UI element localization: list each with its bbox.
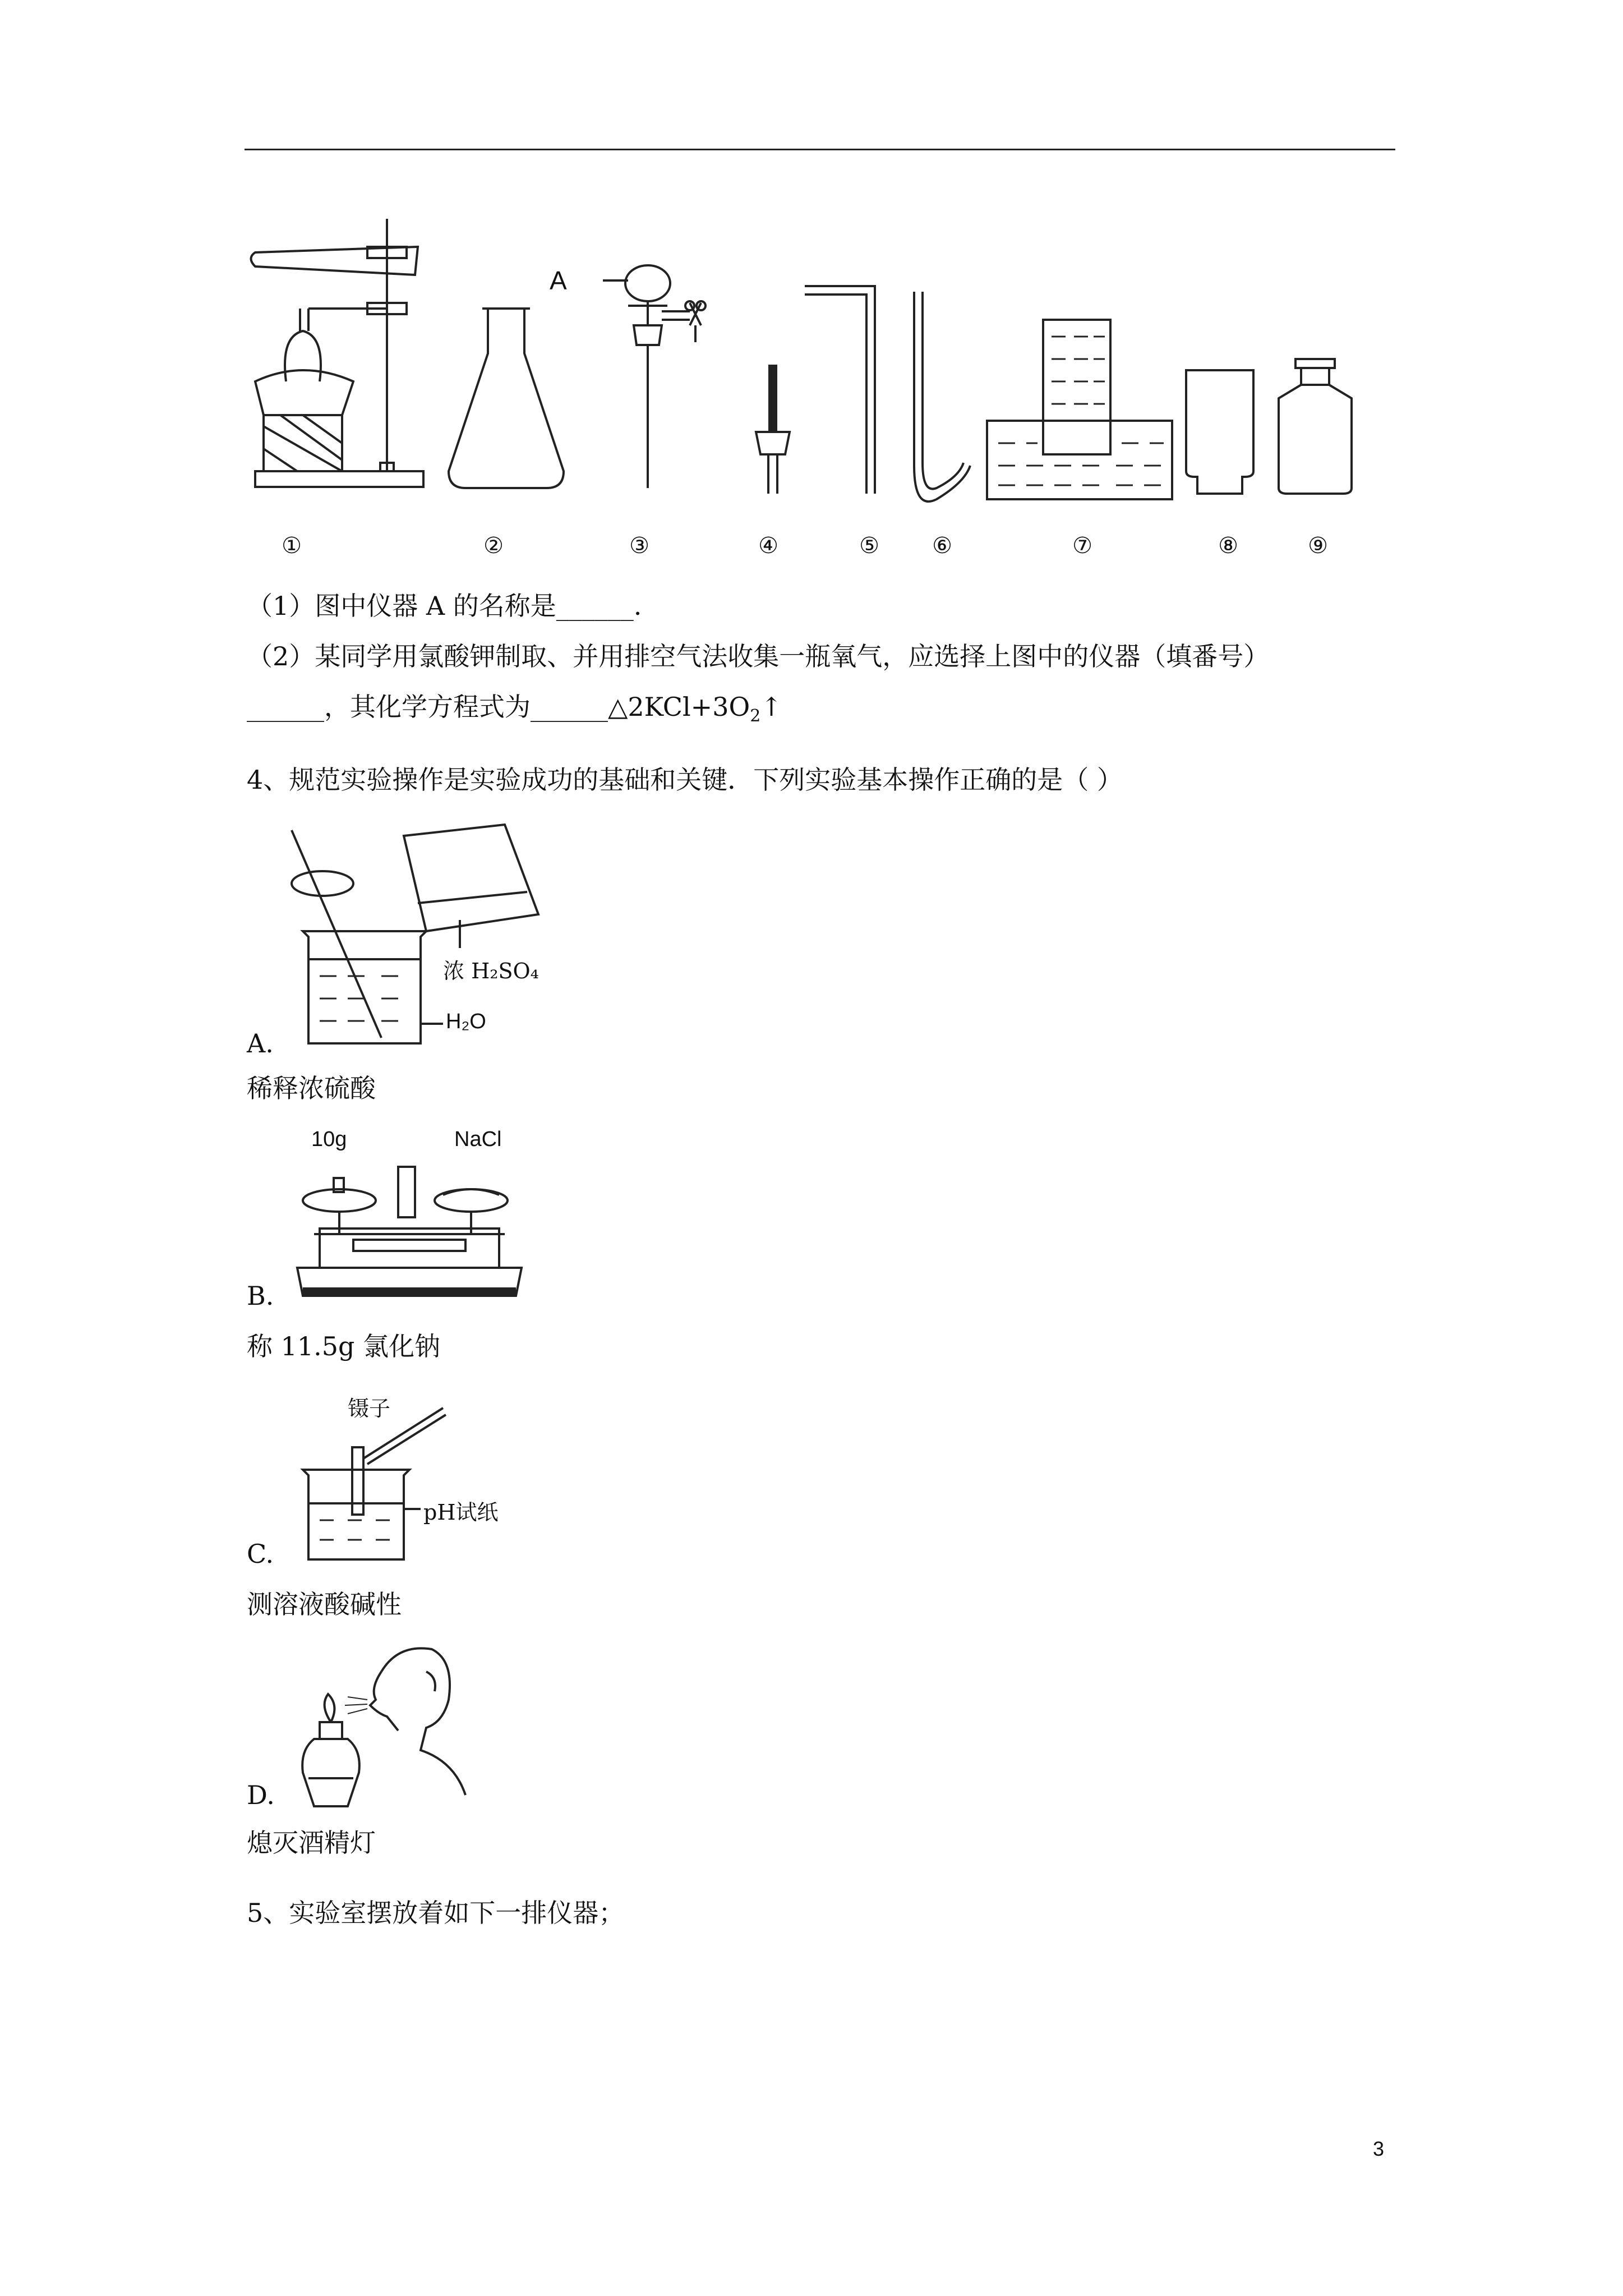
q4-option-a-figure (280, 825, 550, 1060)
q5-stem: 5、实验室摆放着如下一排仪器； (247, 1898, 625, 1928)
apparatus-6-label: ⑥ (932, 533, 952, 559)
page-number: 3 (1373, 2137, 1385, 2160)
q4-option-b-caption: 称 11.5g 氯化钠 (247, 1331, 441, 1361)
q4-option-a-letter: A. (247, 1028, 274, 1059)
q4-option-b-letter: B. (247, 1281, 274, 1311)
q3-equation-subscript: 2 (750, 706, 761, 726)
apparatus-a-label: A (550, 266, 567, 295)
q4-option-b-balance (292, 1150, 527, 1307)
apparatus-3-label: ③ (629, 533, 649, 559)
q3-part2-line2 (247, 690, 782, 733)
apparatus-8-label: ⑧ (1218, 533, 1238, 559)
apparatus-5-bent-tube (802, 280, 892, 505)
q4-c-tweezers-label: 镊子 (348, 1396, 391, 1421)
q4-option-c-figure (297, 1402, 499, 1571)
apparatus-6-u-tube (903, 286, 981, 522)
q4-b-weight-label: 10g (311, 1128, 347, 1151)
q4-stem: 4、规范实验操作是实验成功的基础和关键．下列实验基本操作正确的是（ ） (247, 765, 1123, 795)
apparatus-2-label: ② (483, 533, 504, 559)
q4-option-c-letter: C. (247, 1539, 274, 1569)
apparatus-7-water-trough (981, 314, 1178, 516)
q3-part2-line1: （2）某同学用氯酸钾制取、并用排空气法收集一瓶氧气，应选择上图中的仪器（填番号） (247, 641, 1270, 671)
apparatus-1-label: ① (282, 533, 302, 559)
q3-equation-text: ______，其化学方程式为______△2KCl+3O (247, 692, 750, 722)
apparatus-5-label: ⑤ (859, 533, 879, 559)
q4-b-salt-label: NaCl (454, 1128, 502, 1151)
q4-option-c-caption: 测溶液酸碱性 (247, 1589, 402, 1619)
q4-c-paper-label: pH试纸 (423, 1500, 499, 1525)
apparatus-4-label: ④ (758, 533, 778, 559)
q3-part1: （1）图中仪器 A 的名称是______. (247, 591, 642, 621)
apparatus-9-label: ⑨ (1308, 533, 1328, 559)
apparatus-7-label: ⑦ (1072, 533, 1092, 559)
q4-option-d-letter: D. (247, 1780, 275, 1810)
q4-option-d-figure (286, 1638, 477, 1812)
q4-a-water-label: H₂O (446, 1010, 486, 1033)
apparatus-1-heating-setup (247, 213, 432, 494)
apparatus-8-gas-bottle (1178, 365, 1262, 499)
q3-equation-arrow: ↑ (760, 692, 782, 722)
header-rule (245, 149, 1395, 150)
q4-option-a-caption: 稀释浓硫酸 (247, 1073, 376, 1103)
apparatus-2-conical-flask (443, 303, 572, 494)
apparatus-3-separatory-funnel (600, 264, 740, 499)
q4-a-acid-label: 浓 H₂SO₄ (443, 959, 539, 983)
apparatus-4-stopper-with-tube (746, 359, 802, 499)
apparatus-9-reagent-bottle (1267, 353, 1363, 499)
q4-option-d-caption: 熄灭酒精灯 (247, 1828, 376, 1858)
